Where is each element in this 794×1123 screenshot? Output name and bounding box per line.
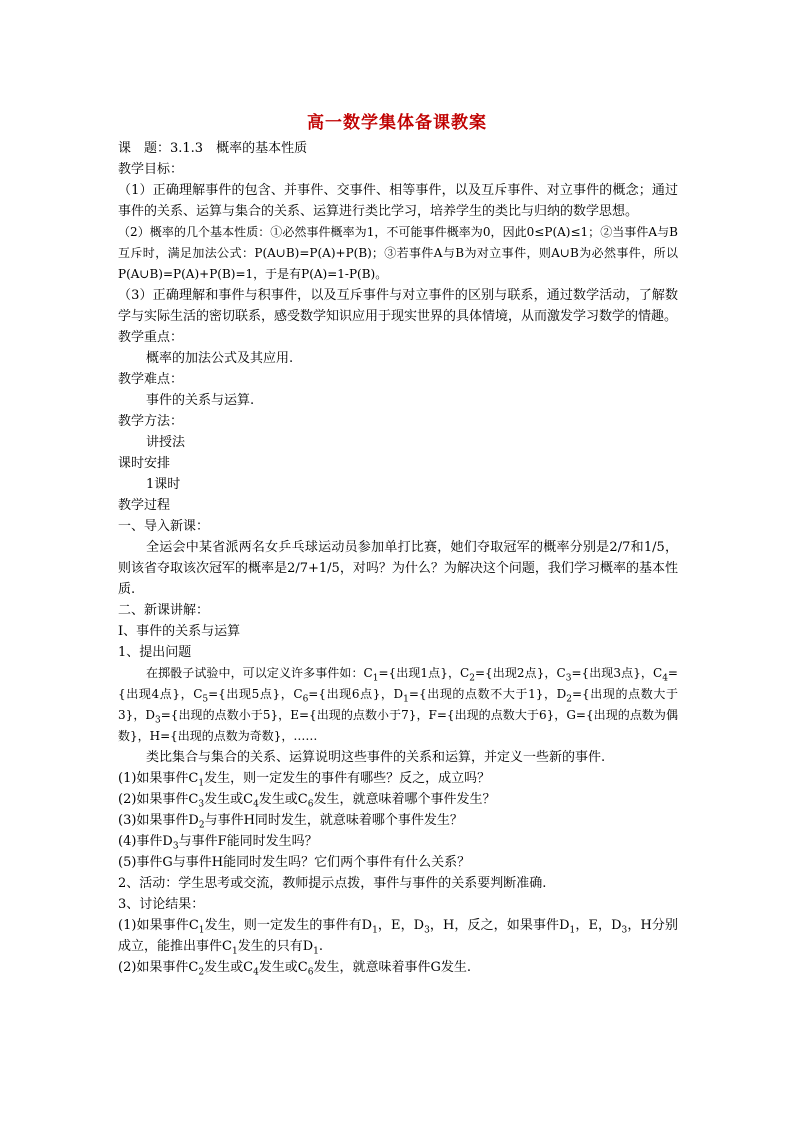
subject-line: 课 题：3.1.3 概率的基本性质 <box>118 141 308 156</box>
new-lesson-heading: 二、新课讲解： <box>118 603 210 618</box>
question-1: (1)如果事件$C_1$发生，则一定发生的事件有哪些？反之，成立吗？ <box>118 771 491 789</box>
goal-2: （2）概率的几个基本性质：①必然事件概率为1，不可能事件概率为0，因此0≤P(A)≤1；②当事件A与B互斥时，满足加法公式：P(A∪B)=P(A)+P(B)；③若事件A与B为对立事件，则A∪B为必然事件，所以P(A∪B)=P(A)+P(B)=1，于是有P(A)=1-P(B)。 <box>118 225 678 281</box>
goal-3: （3）正确理解和事件与积事件，以及互斥事件与对立事件的区别与联系，通过数学活动，了解数学与实际生活的密切联系，感受数学知识应用于现实世界的具体情境，从而激发学习数学的情趣。 <box>118 288 678 324</box>
schedule-text: 1课时 <box>146 477 181 492</box>
goals-heading: 教学目标： <box>118 162 184 177</box>
key-heading: 教学重点： <box>118 330 184 345</box>
difficult-heading: 教学难点： <box>118 372 184 387</box>
method-text: 讲授法 <box>146 435 186 450</box>
question-2: (2)如果事件$C_3$发生或$C_4$发生或$C_6$发生，就意味着哪个事件发生？ <box>118 792 496 810</box>
intro-text: 全运会中某省派两名女乒乓球运动员参加单打比赛，她们夺取冠军的概率分别是2/7和1/5，则该省夺取该次冠军的概率是2/7+1/5，对吗？为什么？为解决这个问题，我们学习概率的基本性质. <box>118 540 678 597</box>
difficult-text: 事件的关系与运算. <box>146 393 255 408</box>
page-title: 高一数学集体备课教案 <box>307 113 487 133</box>
question-4: (4)事件$D_3$与事件F能同时发生吗？ <box>118 834 318 852</box>
dice-paragraph: 在掷骰子试验中，可以定义许多事件如：$C_1=${出现1点}，$C_2=${出现2点}，$C_3=${出现3点}，$C_4=${出现4点}，$C_5=${出现5点}，$C_6=${出现6点}，$D_1=${出现的点数不大于1}，$D_2=${出现的点数大于3}，$D_3=${出现的点数小于5}，E={出现的点数小于7}，F={出现的点数大于6}，G={出现的点数为偶数}，H={出现的点数为奇数}，…… <box>118 666 678 743</box>
process-heading: 教学过程 <box>118 498 171 513</box>
key-text: 概率的加法公式及其应用. <box>146 351 294 366</box>
section-1-step-1: 1、提出问题 <box>118 645 192 660</box>
result-heading: 3、讨论结果： <box>118 897 205 912</box>
document-body <box>118 138 678 978</box>
question-3: (3)如果事件$D_2$与事件H同时发生，就意味着哪个事件发生？ <box>118 813 463 831</box>
analogy-text: 类比集合与集合的关系、运算说明这些事件的关系和运算，并定义一些新的事件. <box>146 750 606 765</box>
result-2: (2)如果事件$C_2$发生或$C_4$发生或$C_6$发生，就意味着事件G发生. <box>118 960 472 978</box>
intro-heading: 一、导入新课： <box>118 519 210 534</box>
result-1: (1)如果事件$C_1$发生，则一定发生的事件有$D_1$，E，$D_3$，H，反之，如果事件$D_1$，E，$D_3$，H分别成立，能推出事件$C_1$发生的只有$D_1$. <box>118 918 678 957</box>
goal-1: （1）正确理解事件的包含、并事件、交事件、相等事件，以及互斥事件、对立事件的概念；通过事件的关系、运算与集合的关系、运算进行类比学习，培养学生的类比与归纳的数学思想。 <box>118 183 678 219</box>
method-heading: 教学方法： <box>118 414 184 429</box>
question-5: (5)事件G与事件H能同时发生吗？它们两个事件有什么关系？ <box>118 855 471 870</box>
schedule-heading: 课时安排 <box>118 456 171 471</box>
section-1-heading: Ⅰ、事件的关系与运算 <box>118 624 241 639</box>
activity-text: 2、活动：学生思考或交流，教师提示点拨，事件与事件的关系要判断准确. <box>118 876 547 891</box>
